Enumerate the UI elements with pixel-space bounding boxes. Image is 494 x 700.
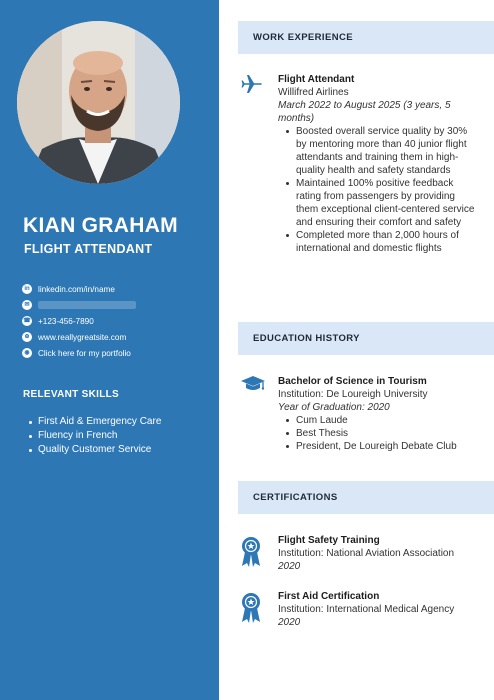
sidebar (0, 0, 219, 700)
contact-phone[interactable] (22, 313, 136, 329)
portfolio-icon: ◉ (22, 348, 32, 358)
certification-entry (278, 534, 478, 573)
skills-list (29, 415, 161, 457)
bullet-icon (29, 435, 32, 438)
work-bullet: Maintained 100% positive feedback rating from passengers by providing them exceptional client-centered service and ensuring their comfort and safety (286, 177, 478, 229)
skills-heading: RELEVANT SKILLS (23, 389, 119, 400)
skill-text: First Aid & Emergency Care (38, 416, 162, 427)
education-bullet: Cum Laude (286, 414, 478, 427)
skill-item (29, 443, 161, 457)
work-experience-heading: WORK EXPERIENCE (238, 21, 494, 54)
work-bullet: Completed more than 2,000 hours of international and domestic flights (286, 229, 478, 255)
education-bullet: President, De Loureigh Debate Club (286, 440, 478, 453)
redacted-email (38, 301, 136, 309)
skill-text: Quality Customer Service (38, 444, 152, 455)
certification-name: Flight Safety Training (278, 535, 380, 546)
candidate-name: KIAN GRAHAM (23, 214, 178, 237)
award-ribbon-icon (240, 592, 262, 624)
education-institution: Institution: De Loureigh University (278, 389, 428, 400)
contact-list (22, 281, 136, 361)
education-heading: EDUCATION HISTORY (238, 322, 494, 355)
certification-year: 2020 (278, 617, 301, 628)
certifications-heading: CERTIFICATIONS (238, 481, 494, 514)
job-dates: March 2022 to August 2025 (3 years, 5 months) (278, 100, 451, 124)
contact-portfolio-text: Click here for my portfolio (38, 348, 131, 358)
work-entry (278, 73, 478, 255)
job-title: Flight Attendant (278, 74, 355, 85)
contact-portfolio[interactable] (22, 345, 136, 361)
education-bullet: Best Thesis (286, 427, 478, 440)
contact-website-text: www.reallygreatsite.com (38, 332, 127, 342)
graduation-cap-icon (240, 374, 266, 394)
contact-email[interactable] (22, 297, 136, 313)
contact-website[interactable] (22, 329, 136, 345)
company: Willifred Airlines (278, 87, 349, 98)
skill-item (29, 429, 161, 443)
certification-name: First Aid Certification (278, 591, 380, 602)
award-ribbon-icon (240, 536, 262, 568)
education-bullets (278, 414, 478, 453)
certification-year: 2020 (278, 561, 301, 572)
skill-text: Fluency in French (38, 430, 118, 441)
website-icon: ⊕ (22, 332, 32, 342)
contact-phone-text: +123-456-7890 (38, 316, 94, 326)
education-entry (278, 375, 478, 453)
email-icon: ✉ (22, 300, 32, 310)
linkedin-icon: in (22, 284, 32, 294)
phone-icon: ☎ (23, 318, 31, 324)
airplane-icon (240, 72, 264, 96)
certification-institution: Institution: International Medical Agency (278, 604, 455, 615)
graduation-year: Year of Graduation: 2020 (278, 402, 390, 413)
candidate-role: FLIGHT ATTENDANT (24, 242, 153, 256)
degree: Bachelor of Science in Tourism (278, 376, 427, 387)
profile-photo (17, 21, 180, 184)
contact-linkedin-text: linkedin.com/in/name (38, 284, 115, 294)
bullet-icon (29, 421, 32, 424)
skill-item (29, 415, 161, 429)
certification-institution: Institution: National Aviation Association (278, 548, 455, 559)
work-bullet: Boosted overall service quality by 30% by mentoring more than 40 junior flight attendants and training them in high-quality health and safety standards (286, 125, 478, 177)
contact-linkedin[interactable] (22, 281, 136, 297)
bullet-icon (29, 449, 32, 452)
certification-entry (278, 590, 478, 629)
work-bullets (278, 125, 478, 255)
